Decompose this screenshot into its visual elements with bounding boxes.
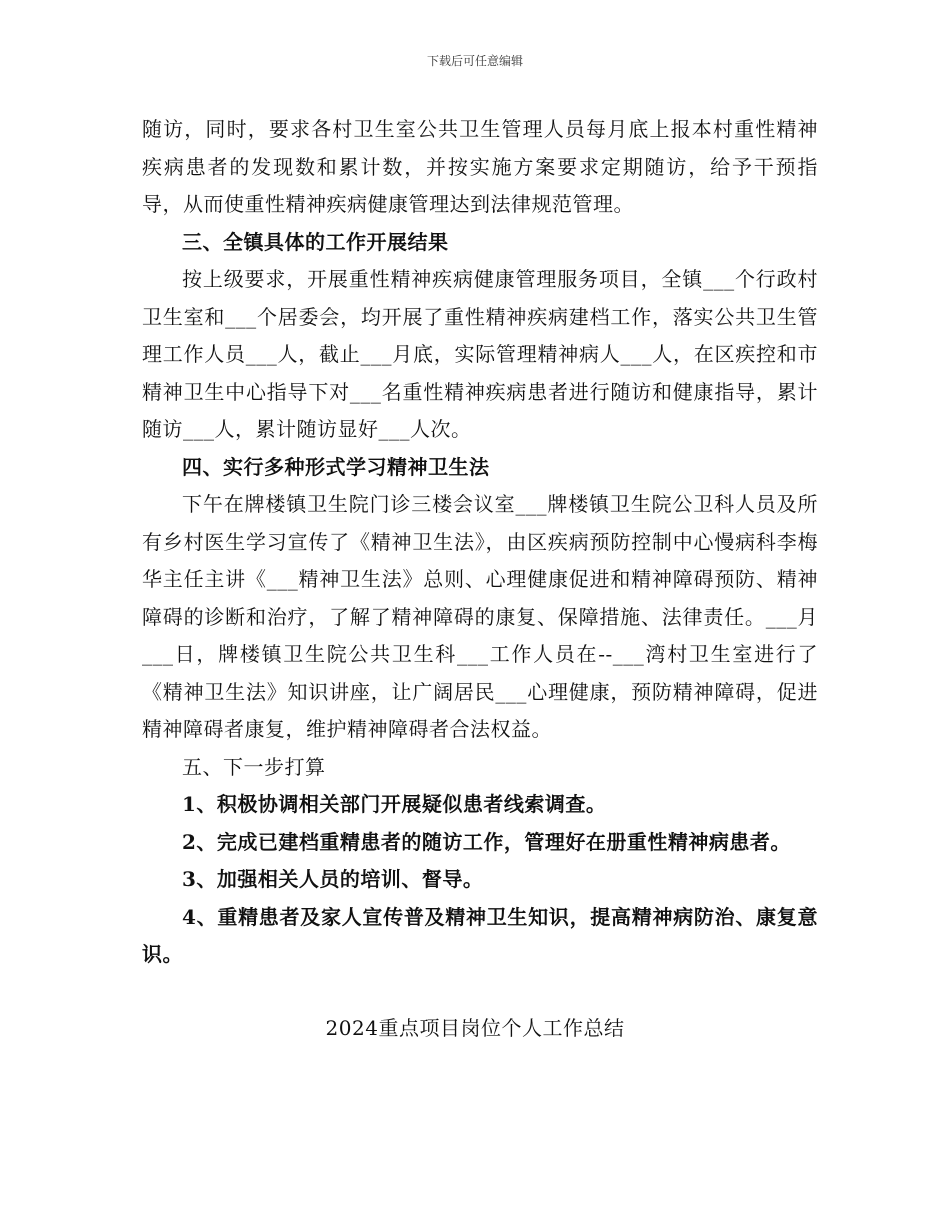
paragraph-continued: 随访，同时，要求各村卫生室公共卫生管理人员每月底上报本村重性精神疾病患者的发现数和累计数，并按实施方案要求定期随访，给予干预指导，从而使重性精神疾病健康管理达到法律规范管理。 <box>142 117 818 216</box>
section-heading-4: 四、实行多种形式学习精神卫生法 <box>182 454 490 479</box>
section-heading-5: 五、下一步打算 <box>182 754 326 779</box>
section-heading-3: 三、全镇具体的工作开展结果 <box>182 229 449 254</box>
plan-item-3: 3、加强相关人员的培训、督导。 <box>182 867 484 891</box>
plan-item-4: 4、重精患者及家人宣传普及精神卫生知识，提高精神病防治、康复意识。 <box>142 904 818 966</box>
paragraph-section-4: 下午在牌楼镇卫生院门诊三楼会议室___牌楼镇卫生院公卫科人员及所有乡村医生学习宣传了《精神卫生法》，由区疾病预防控制中心慢病科李梅华主任主讲《___精神卫生法》总则、心理健康促进和精神障碍预防、精神障碍的诊断和治疗，了解了精神障碍的康复、保障措施、法律责任。___月___日，牌楼镇卫生院公共卫生科___工作人员在--___湾村卫生室进行了《精神卫生法》知识讲座，让广阔居民___心理健康，预防精神障碍，促进精神障碍者康复，维护精神障碍者合法权益。 <box>142 492 818 741</box>
page-header-note: 下载后可任意编辑 <box>426 54 523 68</box>
paragraph-section-3: 按上级要求，开展重性精神疾病健康管理服务项目，全镇___个行政村卫生室和___个居委会，均开展了重性精神疾病建档工作，落实公共卫生管理工作人员___人，截止___月底，实际管理精神病人___人，在区疾控和市精神卫生中心指导下对___名重性精神疾病患者进行随访和健康指导，累计随访___人，累计随访显好___人次。 <box>142 267 818 441</box>
document-body <box>142 111 818 974</box>
next-document-title: 2024重点项目岗位个人工作总结 <box>325 1016 625 1040</box>
plan-item-1: 1、积极协调相关部门开展疑似患者线索调查。 <box>182 792 607 816</box>
plan-item-2: 2、完成已建档重精患者的随访工作，管理好在册重性精神病患者。 <box>182 829 791 854</box>
